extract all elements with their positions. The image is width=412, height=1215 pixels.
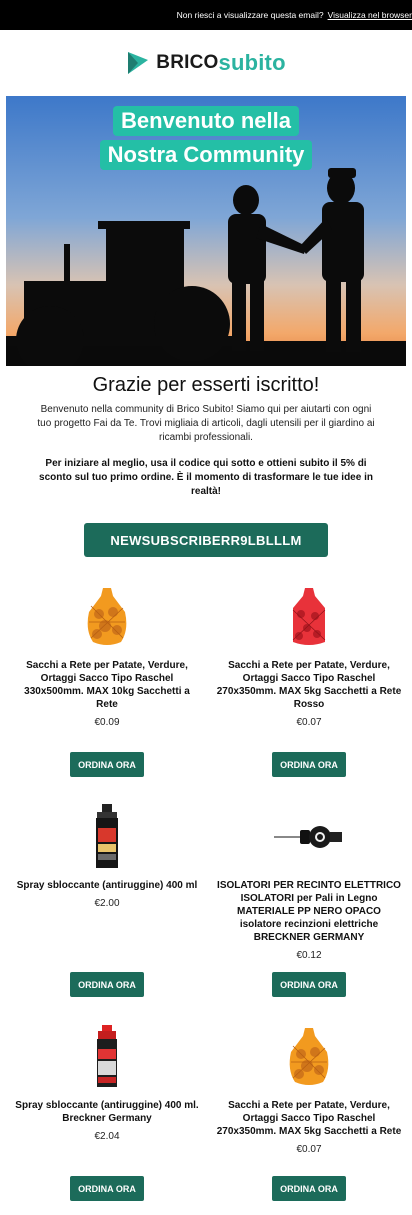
product-image[interactable]: [274, 801, 344, 873]
hero-title-line-1: Benvenuto nella: [113, 106, 299, 136]
logo-text-subito: subito: [218, 50, 286, 75]
order-now-button[interactable]: ORDINA ORA: [70, 752, 144, 777]
intro-paragraph: Benvenuto nella community di Brico Subito! Siamo qui per aiutarti con ogni tuo progetto Fai da Te. Trovi migliaia di articoli, dagli utensili per il giardino ai ricambi professionali.: [37, 404, 375, 443]
order-now-button[interactable]: ORDINA ORA: [272, 972, 346, 997]
view-issue-text: Non riesci a visualizzare questa email?: [176, 10, 324, 20]
product-price: €2.04: [94, 1131, 120, 1142]
order-now-button[interactable]: ORDINA ORA: [272, 752, 346, 777]
product-image[interactable]: [94, 801, 120, 873]
product-name[interactable]: Sacchi a Rete per Patate, Verdure, Ortaggi Sacco Tipo Raschel 270x350mm. MAX 5kg Sacchetti a Rete Rosso: [216, 660, 402, 710]
spray-can-icon: [94, 804, 120, 870]
coupon-code-button[interactable]: NEWSUBSCRIBERR9LBLLLM: [84, 523, 328, 557]
coupon-container: [0, 523, 412, 557]
discount-paragraph: Per iniziare al meglio, usa il codice qui sotto e ottieni subito il 5% di sconto sul tuo primo ordine. È il momento di trasformare le tue idee in realtà!: [39, 458, 373, 497]
logo-mark-icon: [126, 50, 150, 76]
product-price: €0.09: [94, 717, 120, 728]
product-name[interactable]: Sacchi a Rete per Patate, Verdure, Ortaggi Sacco Tipo Raschel 270x350mm. MAX 5kg Sacchetti a Rete: [216, 1100, 402, 1137]
hero-title-line-2: Nostra Community: [100, 140, 313, 170]
product-card: [12, 1021, 202, 1201]
product-grid: [0, 581, 412, 1201]
fence-insulator-icon: [274, 822, 344, 852]
hero-banner: [6, 96, 406, 366]
product-card: [12, 801, 202, 997]
thanks-heading: Grazie per esserti iscritto!: [92, 374, 320, 396]
product-card: [214, 801, 404, 997]
product-name[interactable]: Sacchi a Rete per Patate, Verdure, Ortaggi Sacco Tipo Raschel 330x500mm. MAX 10kg Sacchetti a Rete: [24, 660, 190, 710]
product-name[interactable]: Spray sbloccante (antiruggine) 400 ml: [16, 880, 198, 891]
order-now-button[interactable]: ORDINA ORA: [70, 1176, 144, 1201]
order-now-button[interactable]: ORDINA ORA: [70, 972, 144, 997]
product-name[interactable]: ISOLATORI PER RECINTO ELETTRICO ISOLATORI per Pali in Legno MATERIALE PP NERO OPACO isolatore recinzioni elettriche BRECKNER GERMANY: [217, 880, 401, 943]
product-card: [214, 581, 404, 777]
product-card: [12, 581, 202, 777]
product-price: €0.07: [296, 717, 322, 728]
orange-net-bag-icon: [85, 586, 129, 648]
red-net-bag-icon: [289, 586, 329, 648]
hero-title: [6, 106, 406, 170]
view-in-browser-link[interactable]: Visualizza nel browser: [327, 10, 412, 20]
product-image[interactable]: [95, 1021, 119, 1093]
product-price: €0.12: [296, 950, 322, 961]
product-image[interactable]: [289, 581, 329, 653]
product-image[interactable]: [287, 1021, 331, 1093]
logo-text-brico: BRICO: [156, 52, 219, 73]
product-card: [214, 1021, 404, 1201]
spray-can-red-icon: [95, 1025, 119, 1089]
product-price: €2.00: [94, 898, 120, 909]
brand-logo[interactable]: [0, 30, 412, 96]
product-name[interactable]: Spray sbloccante (antiruggine) 400 ml. Breckner Germany: [15, 1100, 199, 1124]
top-bar: [0, 0, 412, 30]
orange-net-bag-icon: [287, 1026, 331, 1088]
order-now-button[interactable]: ORDINA ORA: [272, 1176, 346, 1201]
product-price: €0.07: [296, 1144, 322, 1155]
product-image[interactable]: [85, 581, 129, 653]
